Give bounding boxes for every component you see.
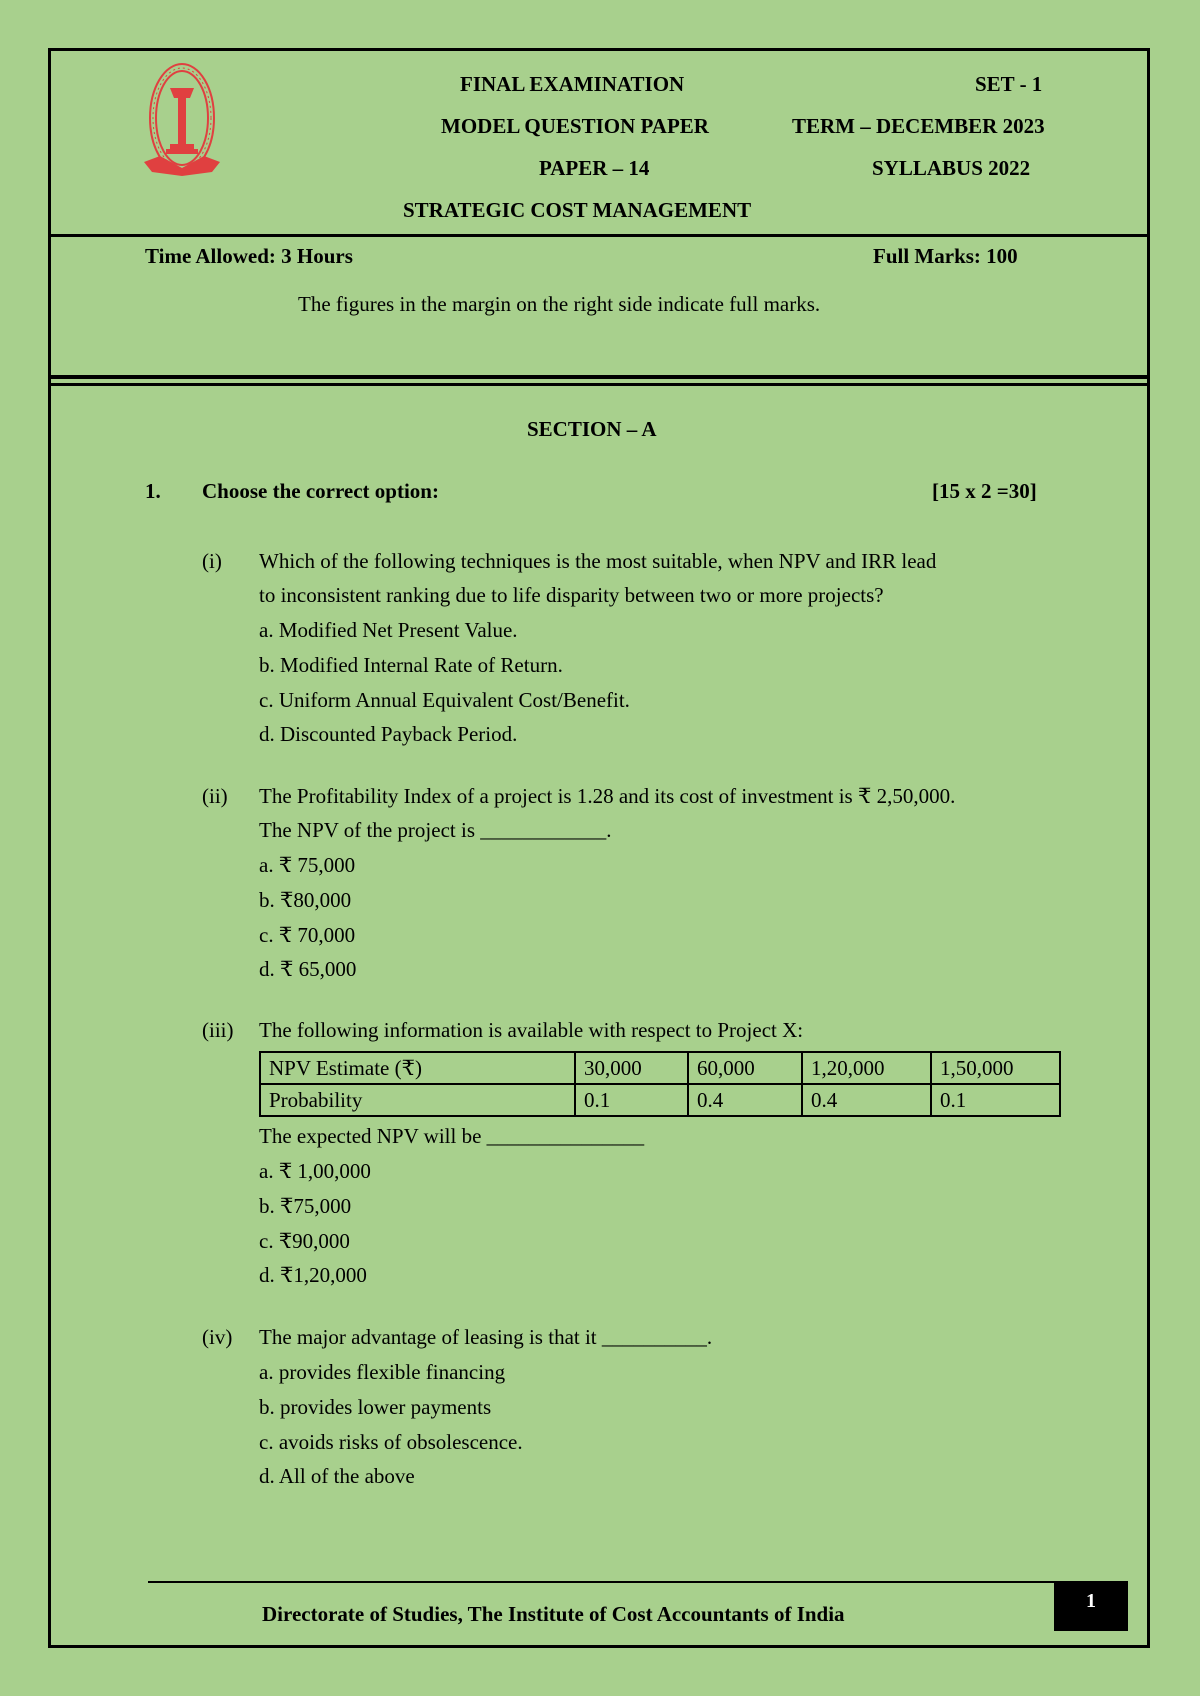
subquestion-number: (ii) bbox=[202, 784, 228, 808]
table-cell: 0.4 bbox=[802, 1084, 931, 1116]
question-text: The major advantage of leasing is that it __________. bbox=[259, 1325, 713, 1349]
subquestion-number: (iv) bbox=[202, 1325, 233, 1349]
set-label: SET - 1 bbox=[975, 72, 1043, 96]
option: c. ₹ 70,000 bbox=[259, 923, 356, 947]
option: a. ₹ 75,000 bbox=[259, 853, 356, 877]
syllabus-label: SYLLABUS 2022 bbox=[872, 156, 1031, 180]
option: c. ₹90,000 bbox=[259, 1229, 350, 1253]
option: c. Uniform Annual Equivalent Cost/Benefit. bbox=[259, 688, 630, 712]
option: d. ₹1,20,000 bbox=[259, 1263, 367, 1287]
question-text: Which of the following techniques is the most suitable, when NPV and IRR lead bbox=[259, 549, 937, 573]
subject-title: STRATEGIC COST MANAGEMENT bbox=[403, 198, 752, 222]
table-cell: 0.1 bbox=[931, 1084, 1060, 1116]
time-allowed: Time Allowed: 3 Hours bbox=[145, 244, 353, 268]
section-title: SECTION – A bbox=[527, 417, 657, 441]
page-number: 1 bbox=[1054, 1581, 1128, 1631]
table-row bbox=[260, 1084, 1060, 1116]
option: a. provides flexible financing bbox=[259, 1360, 506, 1384]
option: b. provides lower payments bbox=[259, 1395, 492, 1419]
option: a. Modified Net Present Value. bbox=[259, 618, 518, 642]
question-text: The NPV of the project is ____________. bbox=[259, 818, 612, 842]
header-divider bbox=[48, 234, 1150, 237]
question-text: to inconsistent ranking due to life disparity between two or more projects? bbox=[259, 583, 884, 607]
question-marks: [15 x 2 =30] bbox=[932, 479, 1037, 503]
question-text: The Profitability Index of a project is 1.28 and its cost of investment is ₹ 2,50,000. bbox=[259, 784, 956, 808]
exam-title: FINAL EXAMINATION bbox=[460, 72, 685, 96]
question-text: The expected NPV will be _______________ bbox=[259, 1124, 645, 1148]
option: b. ₹75,000 bbox=[259, 1194, 352, 1218]
option: d. Discounted Payback Period. bbox=[259, 722, 518, 746]
page-border bbox=[48, 48, 1150, 1648]
marks-note: The figures in the margin on the right side indicate full marks. bbox=[298, 292, 821, 316]
table-cell: 0.1 bbox=[575, 1084, 688, 1116]
option: d. ₹ 65,000 bbox=[259, 957, 357, 981]
term-label: TERM – DECEMBER 2023 bbox=[792, 114, 1045, 138]
option: c. avoids risks of obsolescence. bbox=[259, 1430, 523, 1454]
full-marks: Full Marks: 100 bbox=[873, 244, 1018, 268]
info-divider-bottom bbox=[48, 383, 1150, 386]
paper-number: PAPER – 14 bbox=[539, 156, 650, 180]
question-title: Choose the correct option: bbox=[202, 479, 439, 503]
subquestion-number: (iii) bbox=[202, 1018, 234, 1042]
option: b. ₹80,000 bbox=[259, 888, 352, 912]
table-cell: 30,000 bbox=[575, 1052, 688, 1084]
table-cell: 60,000 bbox=[688, 1052, 802, 1084]
paper-type: MODEL QUESTION PAPER bbox=[441, 114, 709, 138]
institute-logo-icon bbox=[140, 58, 224, 186]
option: d. All of the above bbox=[259, 1464, 415, 1488]
table-cell: Probability bbox=[260, 1084, 575, 1116]
npv-table bbox=[259, 1051, 1061, 1117]
table-cell: NPV Estimate (₹) bbox=[260, 1052, 575, 1084]
option: a. ₹ 1,00,000 bbox=[259, 1159, 371, 1183]
question-text: The following information is available with respect to Project X: bbox=[259, 1018, 804, 1042]
table-row bbox=[260, 1052, 1060, 1084]
footer-text: Directorate of Studies, The Institute of Cost Accountants of India bbox=[262, 1602, 845, 1626]
table-cell: 0.4 bbox=[688, 1084, 802, 1116]
subquestion-number: (i) bbox=[202, 549, 222, 573]
table-cell: 1,20,000 bbox=[802, 1052, 931, 1084]
option: b. Modified Internal Rate of Return. bbox=[259, 653, 563, 677]
table-cell: 1,50,000 bbox=[931, 1052, 1060, 1084]
info-divider-top bbox=[48, 375, 1150, 379]
footer-divider bbox=[148, 1581, 1054, 1583]
question-number: 1. bbox=[145, 479, 161, 503]
